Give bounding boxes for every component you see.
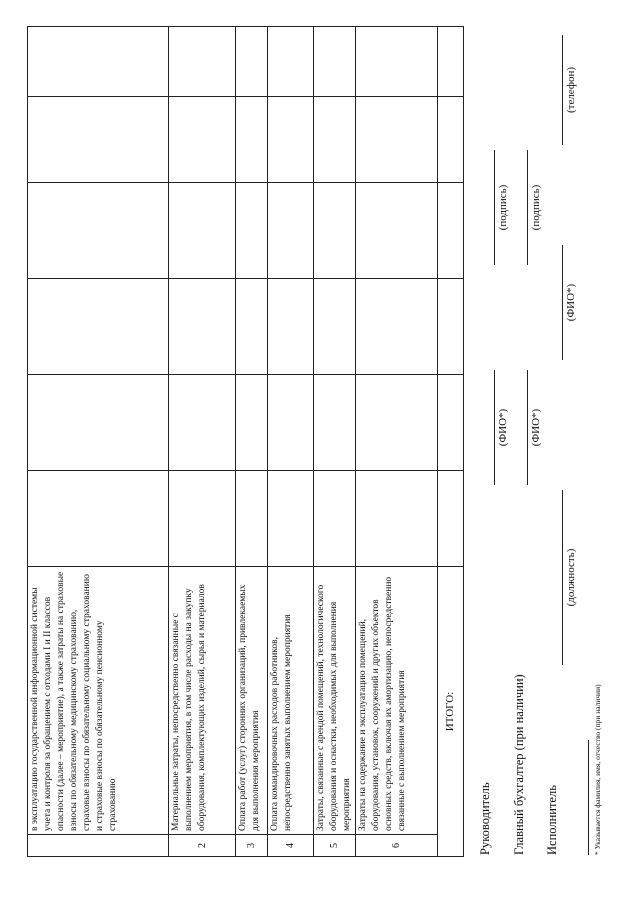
empty-cell bbox=[268, 375, 314, 471]
executor-position-caption: (должность) bbox=[565, 548, 577, 607]
costs-table bbox=[27, 26, 464, 857]
empty-cell bbox=[169, 279, 236, 375]
accountant-label: Главный бухгалтер (при наличии) bbox=[512, 674, 526, 855]
empty-cell bbox=[268, 279, 314, 375]
row-description: Оплата командировочных расходов работников, непосредственно занятых выполнением мероприятия bbox=[268, 567, 314, 835]
accountant-fio-caption: (ФИО*) bbox=[530, 408, 542, 447]
empty-cell bbox=[268, 97, 314, 183]
empty-cell bbox=[438, 97, 464, 183]
total-label: ИТОГО: bbox=[438, 567, 464, 857]
table-row bbox=[356, 27, 438, 857]
empty-cell bbox=[236, 375, 268, 471]
empty-cell bbox=[268, 183, 314, 279]
row-number bbox=[28, 835, 169, 857]
row-description: Материальные затраты, непосредственно связанные с выполнением мероприятия, в том числе расходы на закупку оборудования, комплектующих изделий, сырья и материалов bbox=[169, 567, 236, 835]
empty-cell bbox=[28, 97, 169, 183]
empty-cell bbox=[28, 375, 169, 471]
row-number: 2 bbox=[169, 835, 236, 857]
empty-cell bbox=[236, 279, 268, 375]
empty-cell bbox=[236, 97, 268, 183]
empty-cell bbox=[356, 97, 438, 183]
row-number: 5 bbox=[314, 835, 356, 857]
empty-cell bbox=[438, 471, 464, 567]
empty-cell bbox=[438, 27, 464, 97]
director-fio-line bbox=[494, 370, 495, 485]
empty-cell bbox=[314, 471, 356, 567]
row-description: в эксплуатацию государственной информационной системы учета и контроля за обращением с отходами I и II классов опасности (далее – мероприятие), а также затраты на страховые взносы по обязательному медицинскому страхованию, страховые взносы по обязательному социальному страхованию и страховые взносы по обязательному пенсионному страхованию bbox=[28, 567, 169, 835]
empty-cell bbox=[356, 471, 438, 567]
empty-cell bbox=[438, 279, 464, 375]
table-row bbox=[169, 27, 236, 857]
director-sign-caption: (подпись) bbox=[497, 184, 509, 231]
empty-cell bbox=[169, 27, 236, 97]
empty-cell bbox=[356, 375, 438, 471]
total-row bbox=[438, 27, 464, 857]
empty-cell bbox=[169, 183, 236, 279]
empty-cell bbox=[268, 471, 314, 567]
table-row bbox=[314, 27, 356, 857]
row-description: Затраты, связанные с арендой помещений, технологического оборудования и оснастки, необходимых для выполнения мероприятия bbox=[314, 567, 356, 835]
empty-cell bbox=[236, 183, 268, 279]
empty-cell bbox=[356, 183, 438, 279]
row-number: 4 bbox=[268, 835, 314, 857]
executor-phone-caption: (телефон) bbox=[565, 66, 577, 114]
executor-fio-caption: (ФИО*) bbox=[565, 283, 577, 322]
empty-cell bbox=[314, 97, 356, 183]
empty-cell bbox=[28, 183, 169, 279]
empty-cell bbox=[169, 471, 236, 567]
director-sign-line bbox=[494, 150, 495, 265]
empty-cell bbox=[314, 183, 356, 279]
accountant-sign-caption: (подпись) bbox=[530, 184, 542, 231]
executor-fio-line bbox=[562, 245, 563, 360]
table-row bbox=[28, 27, 169, 857]
director-label: Руководитель bbox=[478, 782, 492, 855]
executor-phone-line bbox=[562, 35, 563, 145]
table-row bbox=[268, 27, 314, 857]
director-fio-caption: (ФИО*) bbox=[497, 408, 509, 447]
empty-cell bbox=[169, 375, 236, 471]
empty-cell bbox=[314, 279, 356, 375]
executor-position-line bbox=[562, 490, 563, 665]
empty-cell bbox=[236, 27, 268, 97]
accountant-fio-line bbox=[527, 370, 528, 485]
empty-cell bbox=[28, 279, 169, 375]
table-row bbox=[236, 27, 268, 857]
row-number: 6 bbox=[356, 835, 438, 857]
empty-cell bbox=[236, 471, 268, 567]
accountant-sign-line bbox=[527, 150, 528, 265]
executor-label: Исполнитель bbox=[545, 785, 559, 855]
empty-cell bbox=[356, 27, 438, 97]
footnote-separator bbox=[588, 740, 589, 855]
empty-cell bbox=[438, 183, 464, 279]
row-description: Оплата работ (услуг) сторонних организаций, привлекаемых для выполнения мероприятия bbox=[236, 567, 268, 835]
empty-cell bbox=[314, 375, 356, 471]
row-number: 3 bbox=[236, 835, 268, 857]
empty-cell bbox=[169, 97, 236, 183]
empty-cell bbox=[314, 27, 356, 97]
empty-cell bbox=[28, 471, 169, 567]
empty-cell bbox=[28, 27, 169, 97]
footnote: * Указывается фамилия, имя, отчество (при наличии) bbox=[593, 684, 602, 855]
row-description: Затраты на содержание и эксплуатацию помещений, оборудования, установок, сооружений и других объектов основных средств, включая их амортизацию, непосредственно связанные с выполнением мероприятия bbox=[356, 567, 438, 835]
empty-cell bbox=[356, 279, 438, 375]
empty-cell bbox=[268, 27, 314, 97]
empty-cell bbox=[438, 375, 464, 471]
